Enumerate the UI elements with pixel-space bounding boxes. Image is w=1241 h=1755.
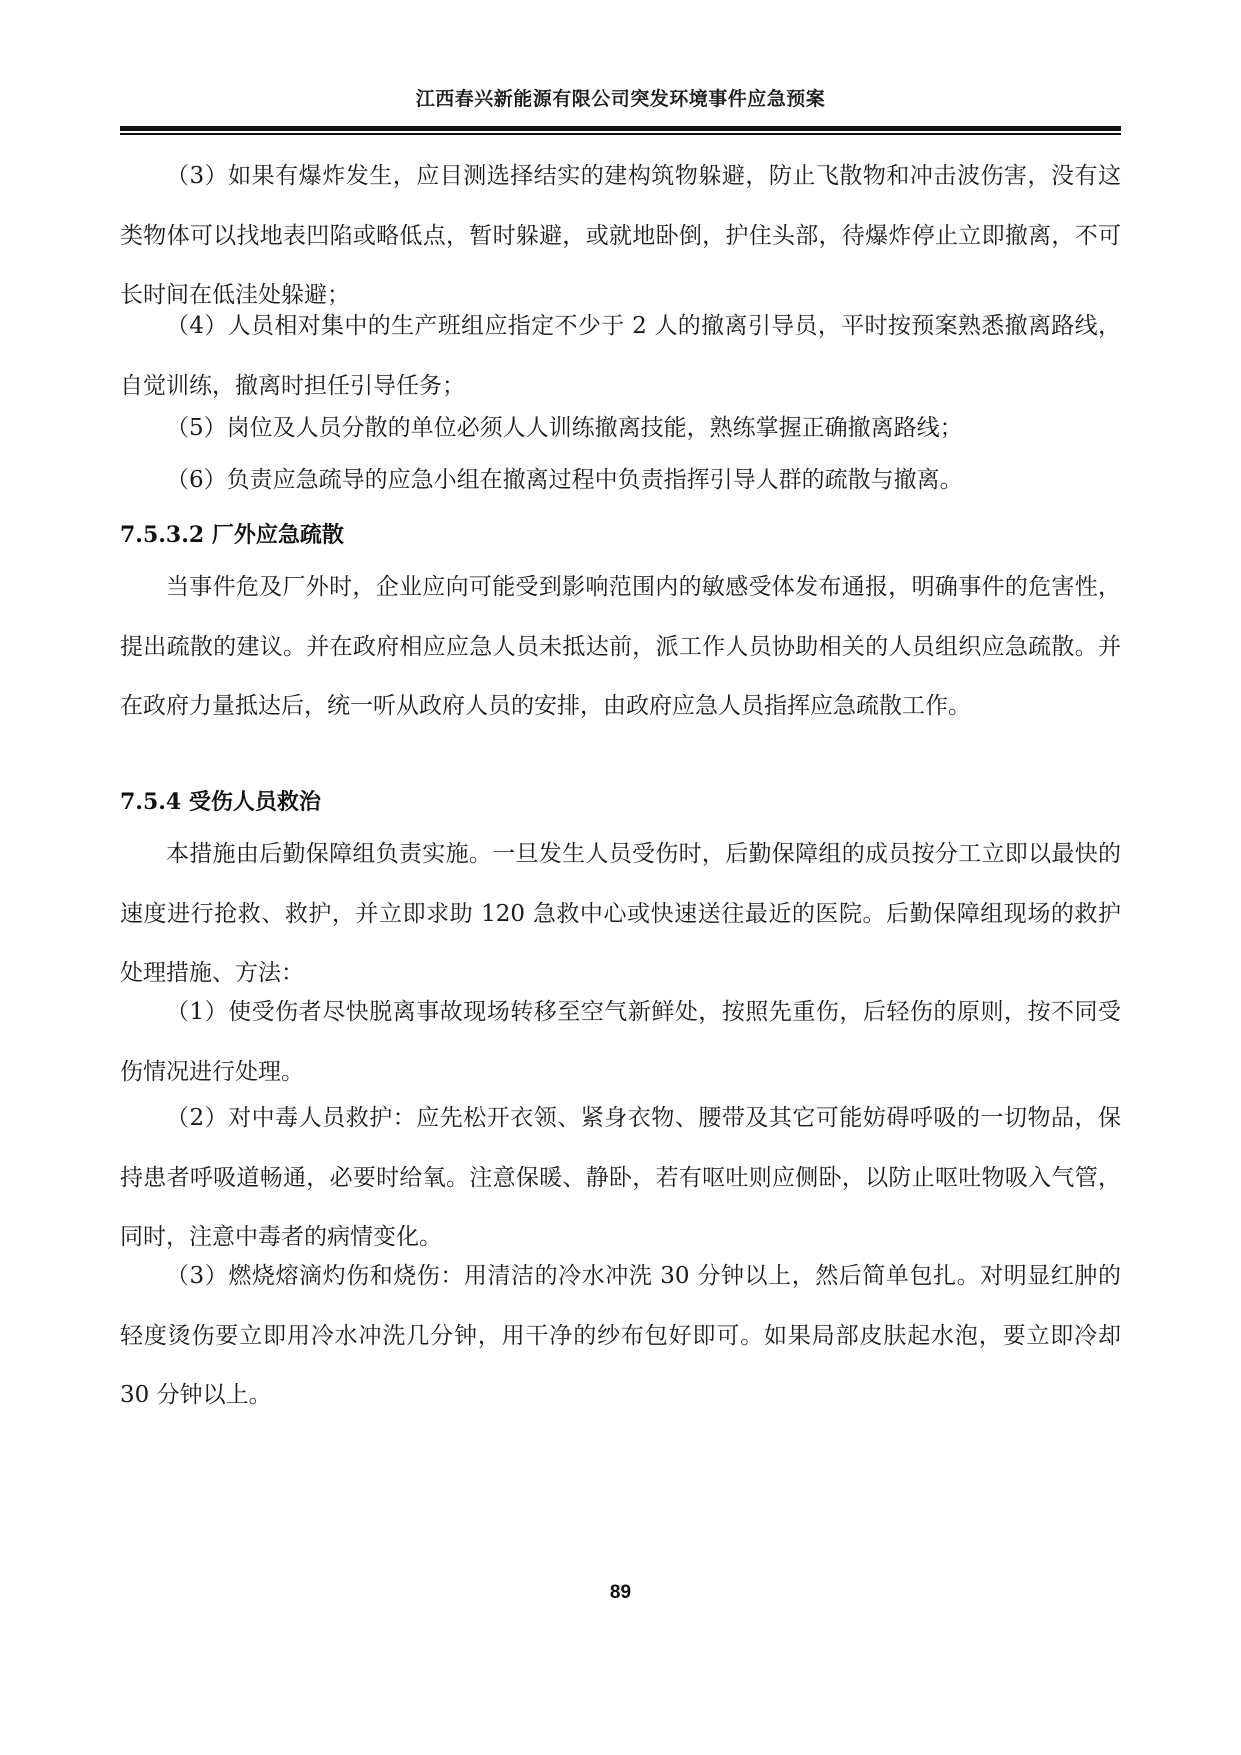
header-rule-thin	[120, 133, 1121, 135]
section-heading-754: 7.5.4 受伤人员救治	[120, 789, 321, 815]
paragraph-item-3-explosion: （3）如果有爆炸发生，应目测选择结实的建构筑物躲避，防止飞散物和冲击波伤害，没有这类物体可以找地表凹陷或略低点，暂时躲避，或就地卧倒，护住头部，待爆炸停止立即撤离，不可长时间在低洼处躲避；	[120, 163, 1121, 308]
paragraph-item-6-evacuation-command: （6）负责应急疏导的应急小组在撤离过程中负责指挥引导人群的疏散与撤离。	[166, 467, 963, 493]
paragraph-treatment-item-1: （1）使受伤者尽快脱离事故现场转移至空气新鲜处，按照先重伤，后轻伤的原则，按不同受伤情况进行处理。	[120, 999, 1121, 1085]
header-rule-thick	[120, 126, 1121, 131]
paragraph-item-4-evacuation-guides: （4）人员相对集中的生产班组应指定不少于 2 人的撤离引导员，平时按预案熟悉撤离路线，自觉训练，撤离时担任引导任务；	[120, 313, 1121, 399]
paragraph-treatment-item-3: （3）燃烧熔滴灼伤和烧伤：用清洁的冷水冲洗 30 分钟以上，然后简单包扎。对明显红肿的轻度烫伤要立即用冷水冲洗几分钟，用干净的纱布包好即可。如果局部皮肤起水泡，要立即冷却 30 分钟以上。	[120, 1263, 1121, 1408]
document-header-title: 江西春兴新能源有限公司突发环境事件应急预案	[415, 88, 826, 110]
paragraph-item-5-evacuation-skills: （5）岗位及人员分散的单位必须人人训练撤离技能，熟练掌握正确撤离路线；	[166, 415, 963, 441]
paragraph-offsite-evacuation: 当事件危及厂外时，企业应向可能受到影响范围内的敏感受体发布通报，明确事件的危害性，提出疏散的建议。并在政府相应应急人员未抵达前，派工作人员协助相关的人员组织应急疏散。并在政府力量抵达后，统一听从政府人员的安排，由政府应急人员指挥应急疏散工作。	[120, 574, 1121, 719]
paragraph-treatment-item-2: （2）对中毒人员救护：应先松开衣领、紧身衣物、腰带及其它可能妨碍呼吸的一切物品，保持患者呼吸道畅通，必要时给氧。注意保暖、静卧，若有呕吐则应侧卧，以防止呕吐物吸入气管，同时，注意中毒者的病情变化。	[120, 1105, 1121, 1250]
paragraph-injury-treatment-intro: 本措施由后勤保障组负责实施。一旦发生人员受伤时，后勤保障组的成员按分工立即以最快的速度进行抢救、救护，并立即求助 120 急救中心或快速送往最近的医院。后勤保障组现场的救护处理措施、方法：	[120, 841, 1121, 986]
section-heading-7532: 7.5.3.2 厂外应急疏散	[120, 522, 344, 548]
page-number: 89	[609, 1582, 632, 1603]
